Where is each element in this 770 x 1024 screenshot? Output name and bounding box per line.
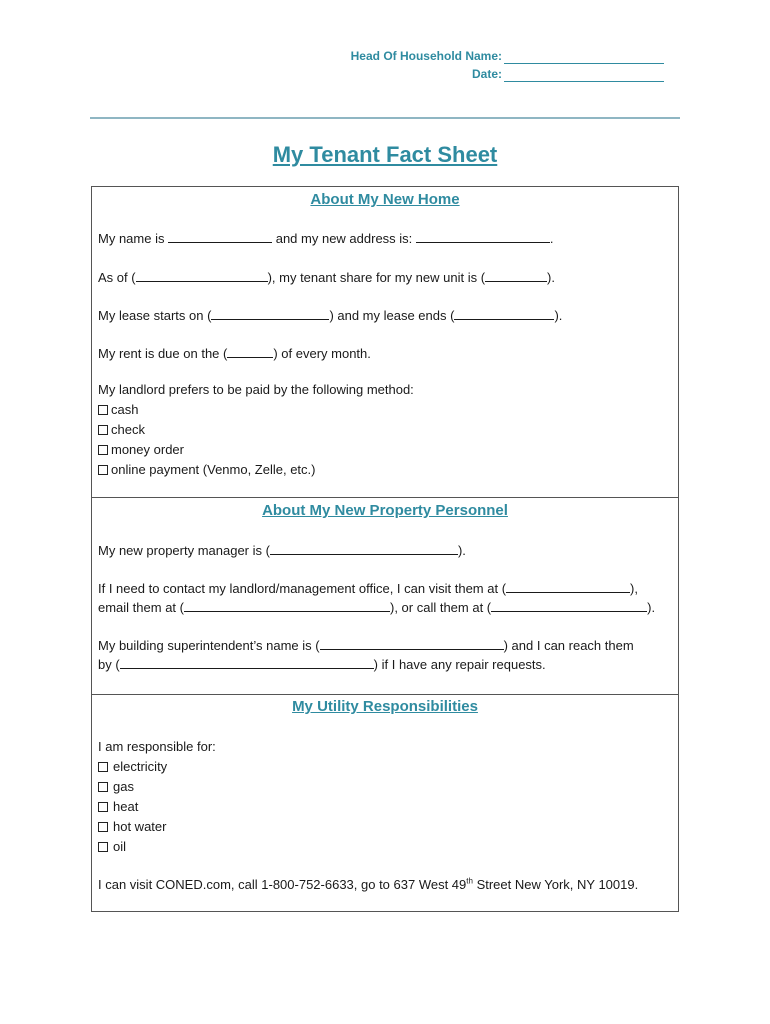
lease-start-prefix: My lease starts on ( xyxy=(98,308,212,323)
utility-hot-water[interactable] xyxy=(98,819,166,836)
lease-end-prefix: ) and my lease ends ( xyxy=(329,308,455,323)
checkbox-icon[interactable] xyxy=(98,425,108,435)
utility-heat[interactable] xyxy=(98,799,138,816)
section-divider-1 xyxy=(91,497,679,498)
tenant-share-line xyxy=(98,269,555,286)
utility-label: gas xyxy=(113,779,134,794)
coned-text: I can visit CONED.com, call 1-800-752-6633, go to 637 West 49 xyxy=(98,877,467,892)
utility-label: hot water xyxy=(113,819,167,834)
section-divider-2 xyxy=(91,694,679,695)
tenant-share-end: ). xyxy=(547,270,555,285)
tenant-share-field[interactable] xyxy=(485,269,547,282)
utility-oil[interactable] xyxy=(98,839,126,856)
address-end: . xyxy=(549,231,554,246)
section-heading-home: About My New Home xyxy=(310,191,460,208)
lease-end-field[interactable] xyxy=(454,307,554,320)
contact-line-1 xyxy=(98,580,638,597)
reach-prefix: by ( xyxy=(98,657,120,672)
responsible-label: I am responsible for: xyxy=(98,739,216,754)
rent-prefix: My rent is due on the ( xyxy=(98,346,228,361)
name-address-line xyxy=(98,230,554,247)
phone-prefix: ), or call them at ( xyxy=(389,600,492,615)
email-prefix: email them at ( xyxy=(98,600,184,615)
superintendent-line-1 xyxy=(98,637,634,654)
address-prefix: and my new address is: xyxy=(275,231,413,246)
name-prefix: My name is xyxy=(98,231,165,246)
page-title: My Tenant Fact Sheet xyxy=(272,142,498,167)
checkbox-icon[interactable] xyxy=(98,465,108,475)
payment-method-label: My landlord prefers to be paid by the following method: xyxy=(98,382,414,397)
reach-suffix: ) if I have any repair requests. xyxy=(373,657,546,672)
head-of-household-field[interactable] xyxy=(504,51,664,64)
address-field[interactable] xyxy=(416,230,550,243)
checkbox-icon[interactable] xyxy=(98,445,108,455)
header-divider xyxy=(90,117,680,119)
option-label: online payment (Venmo, Zelle, etc.) xyxy=(111,462,316,477)
checkbox-icon[interactable] xyxy=(98,782,108,792)
checkbox-icon[interactable] xyxy=(98,822,108,832)
lease-start-field[interactable] xyxy=(211,307,329,320)
rent-due-line xyxy=(98,345,371,362)
section-heading-personnel: About My New Property Personnel xyxy=(262,502,508,519)
coned-address-end: Street New York, NY 10019. xyxy=(472,877,639,892)
head-of-household-label: Head Of Household Name: xyxy=(350,49,502,63)
phone-suffix: ). xyxy=(647,600,656,615)
superintendent-line-2 xyxy=(98,656,546,673)
phone-field[interactable] xyxy=(491,599,647,612)
date-label: Date: xyxy=(471,67,502,81)
utility-label: heat xyxy=(113,799,139,814)
date-field[interactable] xyxy=(504,69,664,82)
contact-line-2 xyxy=(98,599,655,616)
superintendent-name-field[interactable] xyxy=(320,637,504,650)
ordinal-suffix: th xyxy=(466,876,473,886)
checkbox-icon[interactable] xyxy=(98,405,108,415)
visit-suffix: ), xyxy=(630,581,638,596)
utility-label: oil xyxy=(113,839,127,854)
option-label: cash xyxy=(111,402,139,417)
email-field[interactable] xyxy=(184,599,390,612)
payment-option-cash[interactable] xyxy=(98,402,138,419)
asof-prefix: As of ( xyxy=(98,270,136,285)
property-manager-field[interactable] xyxy=(270,542,458,555)
rent-suffix: ) of every month. xyxy=(273,346,371,361)
rent-due-field[interactable] xyxy=(227,345,273,358)
pm-prefix: My new property manager is ( xyxy=(98,543,270,558)
super-prefix: My building superintendent’s name is ( xyxy=(98,638,320,653)
lease-line xyxy=(98,307,562,324)
payment-option-check[interactable] xyxy=(98,422,145,439)
asof-date-field[interactable] xyxy=(136,269,268,282)
utility-gas[interactable] xyxy=(98,779,134,796)
name-field[interactable] xyxy=(168,230,272,243)
property-manager-line xyxy=(98,542,466,559)
section-heading-utilities: My Utility Responsibilities xyxy=(292,698,478,715)
payment-option-money-order[interactable] xyxy=(98,442,184,459)
coned-info-line xyxy=(98,877,638,893)
lease-end-suffix: ). xyxy=(554,308,563,323)
visit-prefix: If I need to contact my landlord/management office, I can visit them at ( xyxy=(98,581,507,596)
option-label: check xyxy=(111,422,145,437)
tenant-share-prefix: ), my tenant share for my new unit is ( xyxy=(267,270,486,285)
checkbox-icon[interactable] xyxy=(98,842,108,852)
payment-option-online[interactable] xyxy=(98,462,316,479)
option-label: money order xyxy=(111,442,184,457)
super-suffix: ) and I can reach them xyxy=(503,638,634,653)
pm-suffix: ). xyxy=(457,543,466,558)
utility-label: electricity xyxy=(113,759,168,774)
checkbox-icon[interactable] xyxy=(98,762,108,772)
utility-electricity[interactable] xyxy=(98,759,167,776)
checkbox-icon[interactable] xyxy=(98,802,108,812)
superintendent-contact-field[interactable] xyxy=(120,656,374,669)
visit-address-field[interactable] xyxy=(506,580,630,593)
